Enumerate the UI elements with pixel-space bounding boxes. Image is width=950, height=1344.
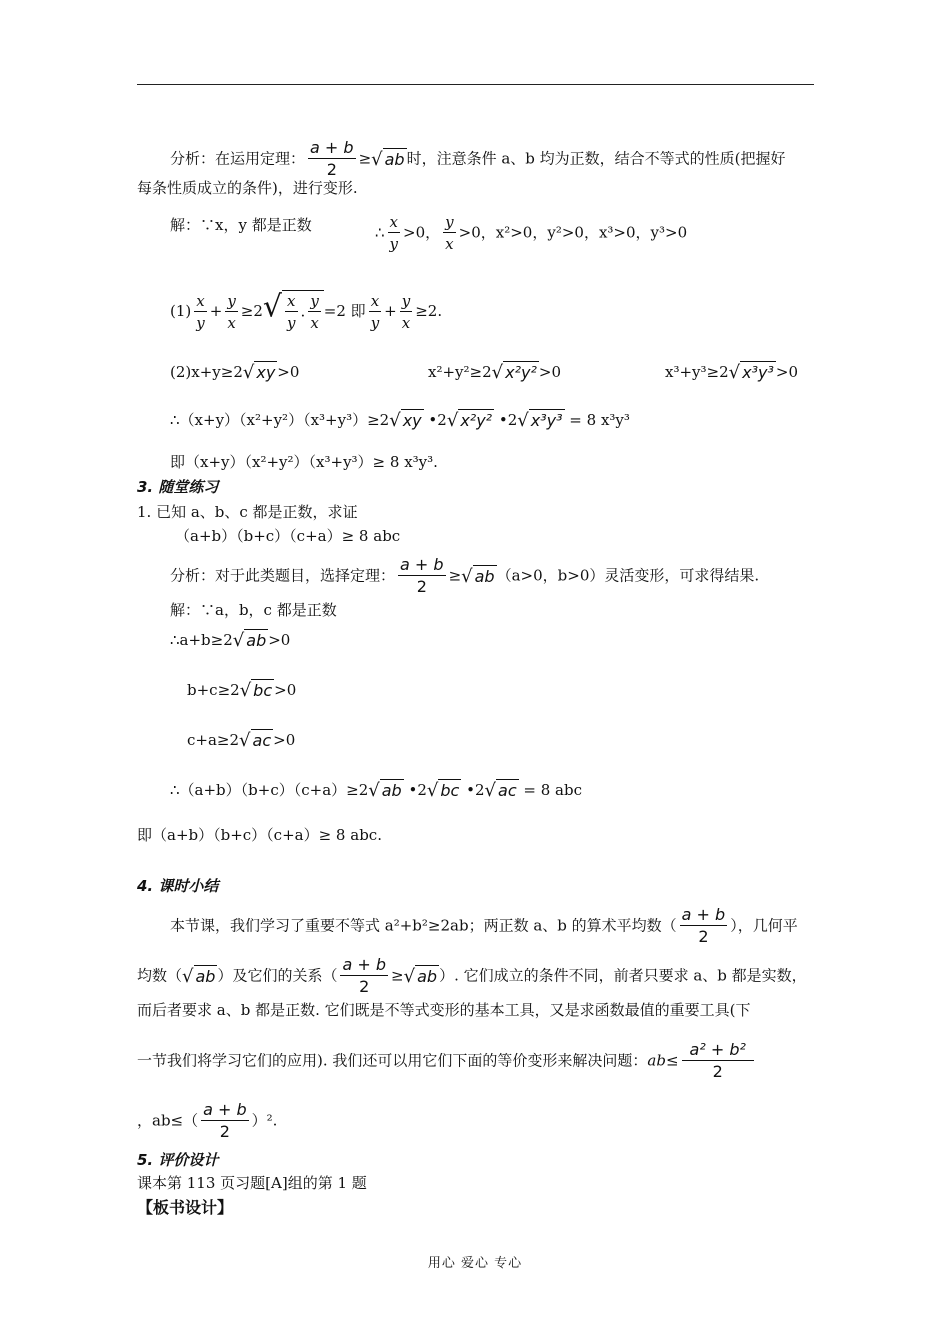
summary-line-2: 均数（√ ab ）及它们的关系（ $\frac{a + b}{2}$ ≥√ ab ）. 它们成立的条件不同，前者只要求 a、b 都是实数， (137, 955, 807, 996)
sqrt-x2y2: √ x²y² (446, 410, 493, 431)
step-2a: (2)x+y≥2√ xy >0 (170, 362, 300, 383)
sqrt-ab: √ ab (461, 565, 495, 587)
fraction-a-plus-b-over-2: $\frac{a + b}{2}$ (342, 955, 387, 996)
step-2c: x³+y³≥2√ x³y³ >0 (665, 362, 799, 383)
fraction-x-over-y: $\frac{x}{y}$ (370, 291, 380, 332)
analysis-line-1: 分析：在运用定理： $\frac{a + b}{2}$ ≥√ ab 时，注意条件 a、b 均为正数，结合不等式的性质(把握好 (170, 138, 786, 179)
section-4-heading: 4. 课时小结 (137, 877, 219, 895)
header-rule (137, 84, 814, 85)
fraction-a-plus-b-over-2: $\frac{a + b}{2}$ (310, 138, 354, 179)
sqrt-ac: √ ac (239, 730, 272, 751)
sqrt-x-over-y-times-y-over-x: √ $\frac{x}{y}$ . $\frac{y}{x}$ (263, 290, 324, 334)
exercise-line-bc: b+c≥2√ bc >0 (187, 680, 297, 701)
analysis-prefix: 分析：在运用定理： (170, 149, 306, 168)
fraction-y-over-x: $\frac{y}{x}$ (310, 292, 319, 332)
fraction-x-over-y: $\frac{x}{y}$ (196, 291, 205, 332)
exercise-question: 1. 已知 a、b、c 都是正数，求证 (137, 503, 358, 521)
summary-line-5: ，ab≤（ $\frac{a + b}{2}$ ）². (137, 1100, 278, 1141)
sqrt-x2y2: √ x²y² (491, 362, 537, 383)
sqrt-x3y3: √ x³y³ (728, 362, 774, 383)
fraction-y-over-x: $\frac{y}{x}$ (227, 291, 236, 332)
sqrt-bc: √ bc (426, 780, 460, 801)
summary-line-3: 而后者要求 a、b 都是正数. 它们既是不等式变形的基本工具，又是求函数最值的重要工具(下 (137, 1001, 751, 1019)
solution-intro: 解：∵x，y 都是正数 (170, 216, 312, 234)
exercise-line-ac: c+a≥2√ ac >0 (187, 730, 296, 751)
section-3-heading: 3. 随堂练习 (137, 478, 219, 496)
sqrt-ab: √ ab (182, 965, 216, 987)
summary-line-4: 一节我们将学习它们的应用). 我们还可以用它们下面的等价变形来解决问题：ab≤ $\frac{\text{a² + b²}}{2}$ (137, 1040, 757, 1083)
section-5-heading: 5. 评价设计 (137, 1151, 219, 1169)
page-footer: 用心 爱心 专心 (427, 1256, 523, 1271)
sqrt-ab: √ ab (368, 780, 402, 801)
sqrt-ab: √ ab (403, 965, 438, 987)
exercise-line-ab: ∴a+b≥2√ ab >0 (170, 630, 291, 651)
fraction-a-plus-b-over-2: $\frac{a + b}{2}$ (203, 1100, 247, 1141)
analysis-line-2: 每条性质成立的条件)，进行变形. (137, 179, 358, 197)
positivity-line: ∴ $\frac{x}{y}$ >0， $\frac{y}{x}$ >0，x²>0，y²>0，x³>0，y³>0 (375, 213, 688, 253)
exercise-analysis: 分析：对于此类题目，选择定理： $\frac{a + b}{2}$ ≥√ ab （a>0，b>0）灵活变形，可求得结果. (170, 555, 760, 596)
fraction-y-over-x: $\frac{y}{x}$ (445, 213, 454, 253)
fraction-x-over-y: $\frac{x}{y}$ (389, 213, 399, 253)
fraction-a-plus-b-over-2: $\frac{a + b}{2}$ (681, 905, 726, 946)
analysis-suffix: 时，注意条件 a、b 均为正数，结合不等式的性质(把握好 (406, 149, 786, 168)
section-5-text: 课本第 113 页习题[A]组的第 1 题 (137, 1174, 367, 1192)
summary-line-1: 本节课，我们学习了重要不等式 a²+b²≥2ab；两正数 a、b 的算术平均数（ $\frac{a + b}{2}$ ），几何平 (170, 905, 798, 946)
conclusion-1: 即（x+y）（x²+y²）（x³+y³）≥ 8 x³y³. (170, 453, 438, 471)
step-2b: x²+y²≥2√ x²y² >0 (428, 362, 562, 383)
fraction-y-over-x: $\frac{y}{x}$ (401, 291, 411, 332)
exercise-claim: （a+b）（b+c）（c+a）≥ 8 abc (175, 527, 401, 545)
fraction-a-plus-b-over-2: $\frac{a + b}{2}$ (400, 555, 444, 596)
sqrt-ab: √ ab (371, 148, 405, 170)
sqrt-ab: √ ab (232, 630, 267, 651)
sqrt-bc: √ bc (239, 680, 273, 701)
exercise-product: ∴（a+b）（b+c）（c+a）≥2√ ab •2√ bc •2√ ac = 8 abc (170, 780, 582, 801)
sqrt-ac: √ ac (484, 780, 517, 801)
sqrt-x3y3: √ x³y³ (517, 410, 563, 431)
step-1: (1) $\frac{x}{y}$ + $\frac{y}{x}$ ≥2√ $\frac{x}{y}$ . $\frac{y}{x}$ =2 即 $\frac{x}{y}$ + $\frac{y}{x}$ ≥2. (170, 289, 443, 332)
board-design-heading: 【板书设计】 (137, 1198, 234, 1217)
fraction-x-over-y: $\frac{x}{y}$ (287, 292, 296, 332)
sqrt-xy: √ xy (389, 410, 422, 431)
sqrt-xy: √ xy (242, 362, 276, 383)
fraction-a2-plus-b2-over-2: $\frac{\text{a² + b²}}{2}$ (682, 1040, 754, 1083)
exercise-conclusion: 即（a+b）（b+c）（c+a）≥ 8 abc. (137, 826, 382, 844)
exercise-solution-intro: 解：∵a，b，c 都是正数 (170, 601, 337, 619)
product-line: ∴（x+y）（x²+y²）（x³+y³）≥2√ xy •2√ x²y² •2√ x³y³ = 8 x³y³ (170, 410, 630, 431)
